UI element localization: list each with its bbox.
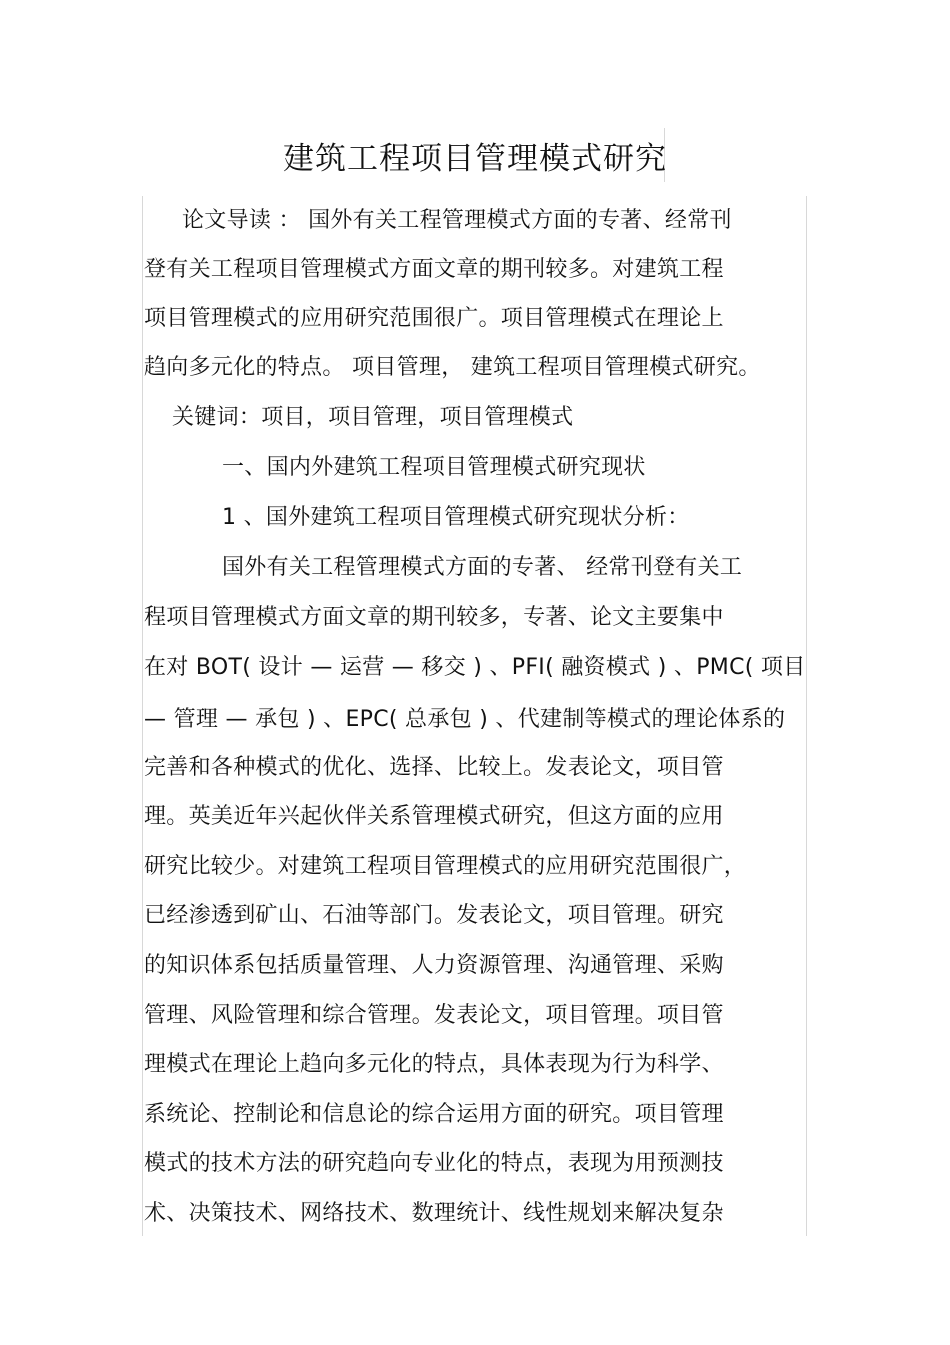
text-line: 的知识体系包括质量管理、人力资源管理、沟通管理、采购 xyxy=(144,953,724,978)
body-right-rule xyxy=(806,196,807,1236)
text-line: 项目管理模式的应用研究范围很广。项目管理模式在理论上 xyxy=(144,306,724,331)
text-line: 理。英美近年兴起伙伴关系管理模式研究，但这方面的应用 xyxy=(144,804,724,829)
text-line: 趋向多元化的特点。 项目管理， 建筑工程项目管理模式研究。 xyxy=(144,355,761,380)
section-heading: 一、国内外建筑工程项目管理模式研究现状 xyxy=(222,455,646,480)
text-line: 模式的技术方法的研究趋向专业化的特点，表现为用预测技 xyxy=(144,1151,724,1176)
text-line: 国外有关工程管理模式方面的专著、 经常刊登有关工 xyxy=(222,555,743,580)
text-line: — 管理 — 承包 ) 、EPC( 总承包 ) 、代建制等模式的理论体系的 xyxy=(144,707,786,732)
text-line: 完善和各种模式的优化、选择、比较上。发表论文，项目管 xyxy=(144,755,724,780)
text-line: 管理、风险管理和综合管理。发表论文，项目管理。项目管 xyxy=(144,1003,724,1028)
text-line: 论文导读 ： 国外有关工程管理模式方面的专著、经常刊 xyxy=(182,208,732,233)
text-line: 程项目管理模式方面文章的期刊较多，专著、论文主要集中 xyxy=(144,605,724,630)
text-line: 术、决策技术、网络技术、数理统计、线性规划来解决复杂 xyxy=(144,1201,724,1226)
text-line: 登有关工程项目管理模式方面文章的期刊较多。对建筑工程 xyxy=(144,257,724,282)
subsection-heading: 1 、国外建筑工程项目管理模式研究现状分析： xyxy=(222,505,690,530)
text-line: 系统论、控制论和信息论的综合运用方面的研究。项目管理 xyxy=(144,1102,724,1127)
text-line: 在对 BOT( 设计 — 运营 — 移交 ) 、PFI( 融资模式 ) 、PMC( 项目 xyxy=(144,655,806,680)
document-title: 建筑工程项目管理模式研究 xyxy=(283,141,667,177)
text-line: 理模式在理论上趋向多元化的特点，具体表现为行为科学、 xyxy=(144,1052,724,1077)
body-left-rule xyxy=(142,196,143,1236)
keywords-line: 关键词：项目，项目管理，项目管理模式 xyxy=(172,405,574,430)
text-line: 已经渗透到矿山、石油等部门。发表论文，项目管理。研究 xyxy=(144,903,724,928)
text-line: 研究比较少。对建筑工程项目管理模式的应用研究范围很广， xyxy=(144,854,747,879)
